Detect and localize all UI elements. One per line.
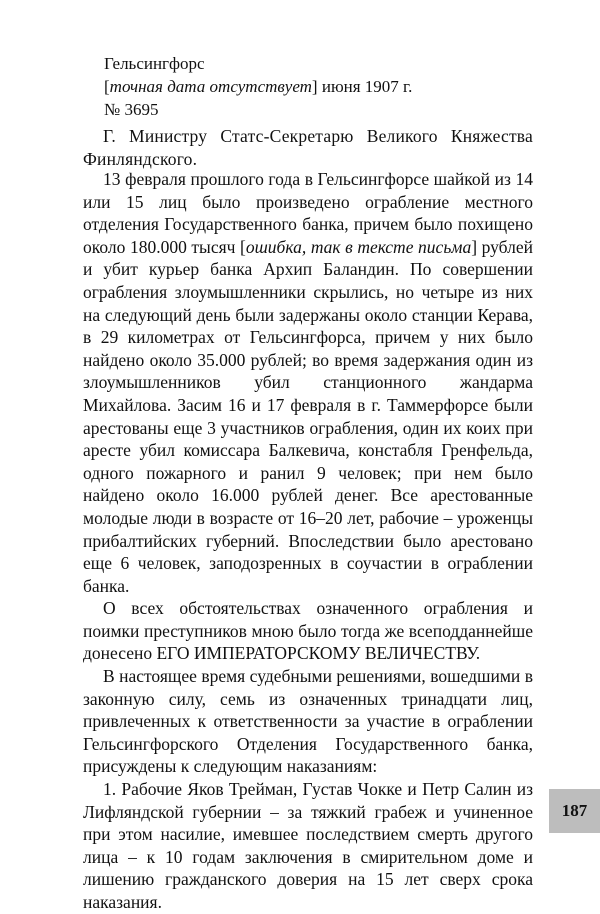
date-note: точная дата отсутствует [109,77,312,96]
date-rest: июня 1907 г. [317,77,413,96]
header-city: Гельсингфорс [104,54,205,73]
paragraph-2: О всех обстоятельствах означенного ограбления и поимки преступников мною было тогда же всеподданнейше донесено ЕГО ИМПЕРАТОРСКОМУ ВЕЛИЧЕСТВУ. [83,598,533,664]
letter-body [83,168,533,914]
paragraph-1-text-b: ] рублей и убит курьер банка Архип Баландин. По совершении ограбления злоумышленники скрылись, но четыре из них на следующий день были задержаны около станции Керава, в 29 километрах от Гельсингфорса, причем у них было найдено около 35.000 рублей; во время задержания один из злоумышленников убил станционного жандарма Михайлова. Засим 16 и 17 февраля в г. Таммерфорсе были арестованы еще 3 участников ограбления, один их коих при аресте убил комиссара Балкевича, констабля Гренфельда, одного пожарного и ранил 9 человек; при нем было найдено около 16.000 рублей денег. Все арестованные молодые люди в возрасте от 16–20 лет, рабочие – уроженцы прибалтийских губерний. Впоследствии было арестовано еще 6 человек, заподозренных в соучастии в ограблении банка. [83,236,533,596]
page-number: 187 [561,801,588,820]
addressee-line: Г. Министру Статс-Секретарю Великого Княжества Финляндского. [83,126,533,169]
page-number-tab [549,789,600,833]
letter-header [104,52,544,121]
header-date: [точная дата отсутствует] июня 1907 г. [104,77,413,96]
paragraph-1-editor-note: ошибка, так в тексте письма [245,236,472,257]
paragraph-1-text-a: 13 февраля прошлого года в Гельсингфорсе шайкой из 14 или 15 лиц было произведено ограбление местного отделения Государственного банка, причем было похищено около 180.000 тысяч [ [83,169,533,257]
header-number: № 3695 [104,100,159,119]
paragraph-4: 1. Рабочие Яков Трейман, Густав Чокке и Петр Салин из Лифляндской губернии – за тяжкий грабеж и учиненное при этом насилие, имевшее последствием смерть другого лица – к 10 годам заключения в смирительном доме и лишению гражданского доверия на 15 лет сверх срока наказания. [83,779,533,912]
paragraph-1 [83,168,533,597]
paragraph-3: В настоящее время судебными решениями, вошедшими в законную силу, семь из означенных тринадцати лиц, привлеченных к ответственности за участие в ограблении Гельсингфорского Отделения Государственного банка, присуждены к следующим наказаниям: [83,666,533,777]
